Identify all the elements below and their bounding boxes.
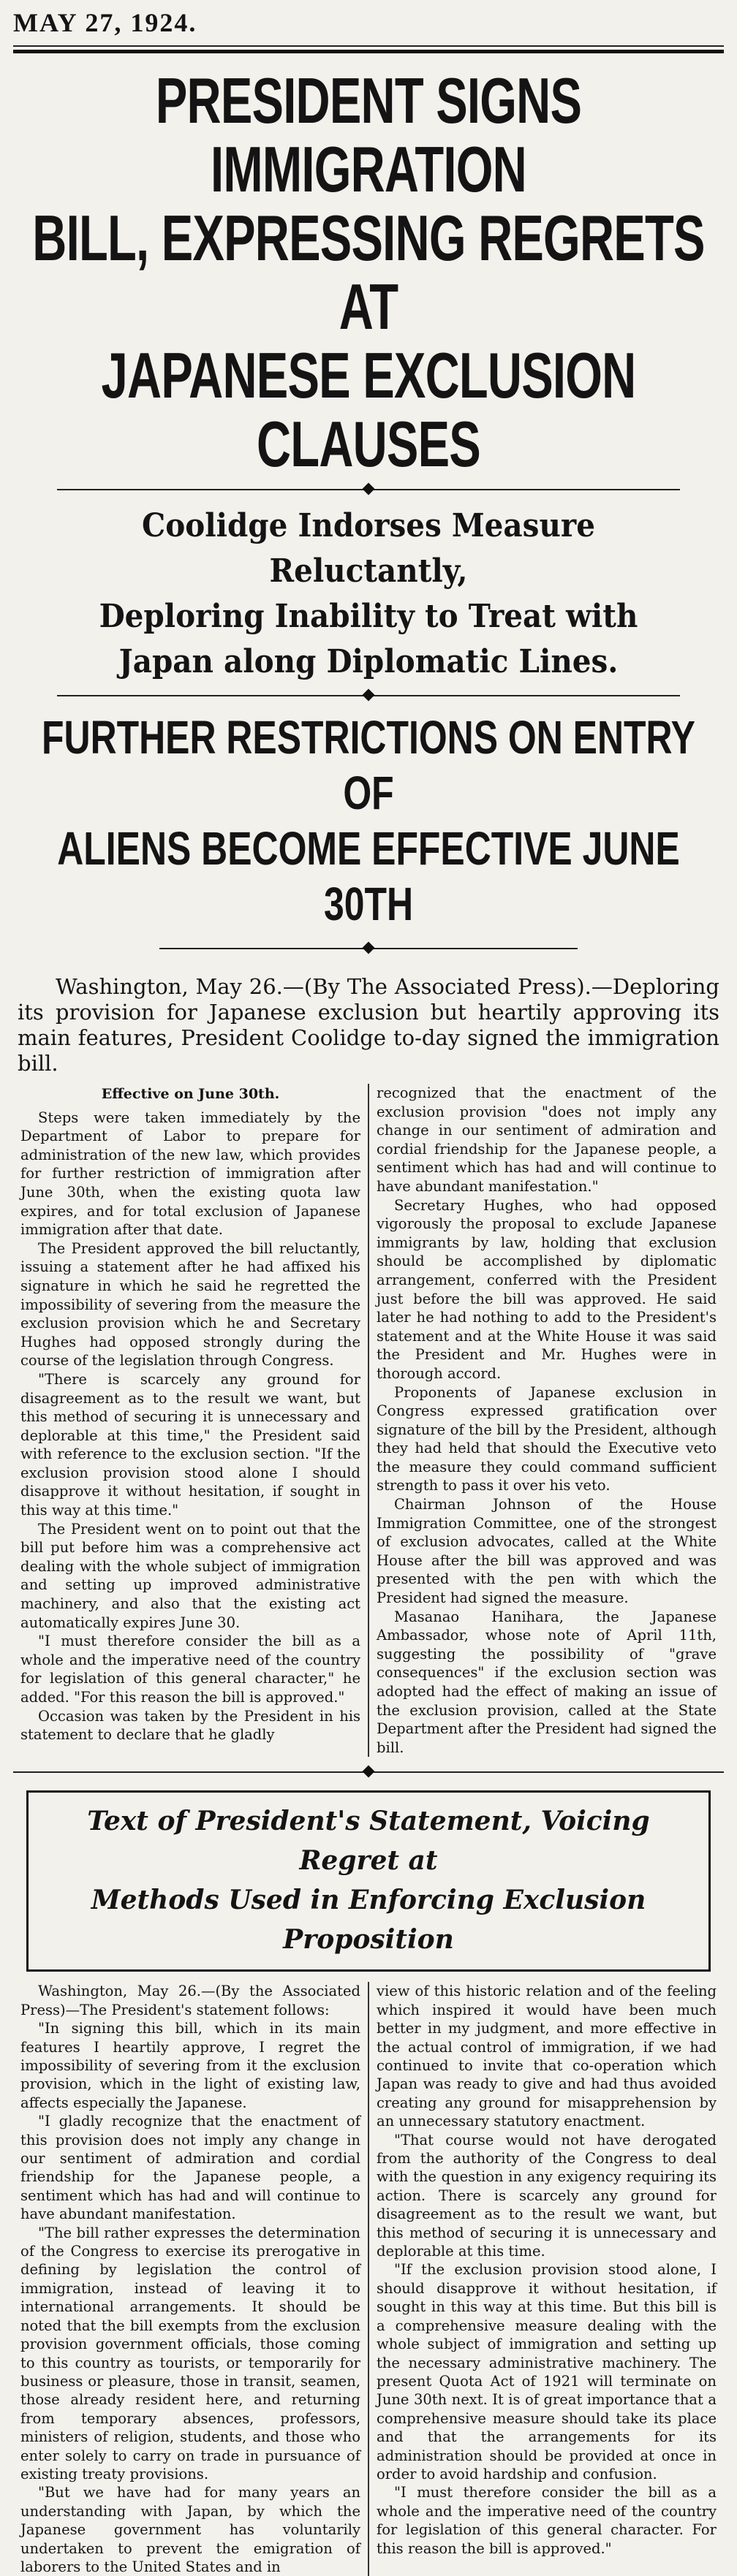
article-paragraph: Secretary Hughes, who had opposed vigorously the proposal to exclude Japanese immigrants by law, holding that exclusion should be accomplished by diplomatic arrangement, conferred with the President just before the bill was approved. He said later he had nothing to add to the President's statement and at the White House it was said the President and Mr. Hughes were in thorough accord.	[377, 1196, 717, 1382]
box-title-line: Text of President's Statement, Voicing Regret at	[87, 1806, 650, 1877]
article-paragraph: Steps were taken immediately by the Department of Labor to prepare for administration of the new law, which provides for further restriction of immigration after June 30th, when the existing quota law expires, and for total exclusion of Japanese immigration after that date.	[20, 1109, 360, 1239]
headline	[30, 64, 707, 480]
article-paragraph: Occasion was taken by the President in his statement to declare that he gladly	[20, 1707, 360, 1744]
diamond-ornament-icon	[363, 942, 375, 954]
article-paragraph: "There is scarcely any ground for disagreement as to the result we want, but this method of securing it is unnecessary and deplorable at this time," the President said with reference to the exclusion section. "If the exclusion provision stood alone I should disapprove it without hesitation, if sought in this way at this time."	[20, 1370, 360, 1519]
statement-column-left	[13, 1982, 368, 2576]
statement-paragraph: "The bill rather expresses the determination of the Congress to exercise its prerogative in defining by legislation the control of immigration, instead of leaving it to international arrangements. It should be noted that the bill exempts from the exclusion provision government officials, those coming to this country as tourists, or temporarily for business or pleasure, those in transit, seamen, those already resident here, and returning from temporary absences, professors, ministers of religion, students, and those who enter solely to carry on trade in pursuance of existing treaty provisions.	[20, 2224, 360, 2482]
section-divider	[13, 1766, 724, 1779]
section-divider	[159, 942, 578, 955]
dateline: MAY 27, 1924.	[13, 8, 197, 37]
article-paragraph: The President went on to point out that the bill put before him was a comprehensive act dealing with the whole subject of immigration and setting up improved administrative machinery, and also that the existing act automatically expires June 30.	[20, 1520, 360, 1631]
section-divider	[57, 689, 680, 702]
article-paragraph: The President approved the bill reluctantly, issuing a statement after he had affixed his signature in which he said he regretted the impossibility of severing from the measure the exclusion provision which he and Secretary Hughes had opposed strongly during the course of the legislation through Congress.	[20, 1239, 360, 1369]
article-paragraph: Masanao Hanihara, the Japanese Ambassador, whose note of April 11th, suggesting the possibility of "grave consequences" if the exclusion section was adopted had the effect of making an issue of the exclusion provision, called at the State Department after the President had signed the bill.	[377, 1608, 717, 1756]
statement-paragraph: "If the exclusion provision stood alone, I should disapprove it without hesitation, if sought in this way at this time. But this bill is a comprehensive measure dealing with the whole subject of immigration and setting up the necessary administrative machinery. The present Quota Act of 1921 will terminate on June 30th next. It is of great importance that a comprehensive measure should take its place and that the arrangements for its administration should be provided at once in order to avoid hardship and confusion.	[377, 2261, 717, 2482]
statement-paragraph: "I must therefore consider the bill as a whole and the imperative need of the country for legislation of this general character. For this reason the bill is approved."	[377, 2484, 717, 2557]
statement-paragraph: view of this historic relation and of the feeling which inspired it would have been much better in my judgment, and more effective in the actual control of immigration, if we had continued to invite that co-operation which Japan was ready to give and had thus avoided creating any ground for misapprehension by an unnecessary statutory enactment.	[377, 1983, 717, 2130]
statement-paragraph: "That course would not have derogated from the authority of the Congress to deal with the question in any exigency requiring its action. There is scarcely any ground for disagreement as to the result we want, but this method of securing it is unnecessary and deplorable at this time.	[377, 2131, 717, 2260]
article-paragraph: recognized that the enactment of the exclusion provision "does not imply any change in our sentiment of admiration and cordial friendship for the Japanese people, a sentiment which has had and will continue to have abundant manifestation."	[377, 1084, 717, 1195]
statement-columns	[13, 1982, 724, 2576]
statement-paragraph: "In signing this bill, which in its main features I heartily approve, I regret the impossibility of severing from it the exclusion provision, which in the light of existing law, affects especially the Japanese.	[20, 2020, 360, 2111]
top-rule	[13, 45, 724, 47]
subhead-line: FURTHER RESTRICTIONS ON ENTRY OF	[42, 711, 695, 819]
article-paragraph: Chairman Johnson of the House Immigration Committee, one of the strongest of exclusion advocates, called at the White House after the bill was approved and was presented with the pen with which the President had signed the measure.	[377, 1496, 717, 1607]
headline-line: PRESIDENT SIGNS IMMIGRATION	[155, 64, 582, 205]
subhead	[23, 710, 714, 932]
deck-line: Japan along Diplomatic Lines.	[118, 643, 619, 680]
article-column-left	[13, 1084, 368, 1757]
headline-line: BILL, EXPRESSING REGRETS AT	[32, 202, 705, 343]
box-title-line: Methods Used in Enforcing Exclusion Proposition	[91, 1885, 646, 1956]
article-paragraph: "I must therefore consider the bill as a whole and the imperative need of the country for legislation of this general character," he added. "For this reason the bill is approved."	[20, 1633, 360, 1706]
article-paragraph: Proponents of Japanese exclusion in Congress expressed gratification over signature of the bill by the President, although they had held that should the Executive veto the measure they could command sufficient strength to pass it over his veto.	[377, 1383, 717, 1494]
diamond-ornament-icon	[363, 1766, 375, 1778]
statement-paragraph: "But we have had for many years an understanding with Japan, by which the Japanese government has voluntarily undertaken to prevent the emigration of laborers to the United States and in	[20, 2484, 360, 2575]
lede-paragraph: Washington, May 26.—(By The Associated Press).—Deploring its provision for Japanese exclusion but heartily approving its main features, President Coolidge to-day signed the immigration bill.	[18, 974, 719, 1076]
article-column-right	[369, 1084, 724, 1757]
top-rule-thick	[13, 50, 724, 53]
diamond-ornament-icon	[363, 483, 375, 495]
statement-paragraph: "I gladly recognize that the enactment of this provision does not imply any change in our sentiment of admiration and cordial friendship for the Japanese people, a sentiment which has had and will continue to have abundant manifestation.	[20, 2113, 360, 2223]
subhead-line: ALIENS BECOME EFFECTIVE JUNE 30TH	[57, 822, 680, 930]
headline-line: JAPANESE EXCLUSION CLAUSES	[101, 339, 636, 480]
deck	[42, 504, 695, 685]
deck-line: Deploring Inability to Treat with	[99, 598, 638, 635]
deck-line: Coolidge Indorses Measure Reluctantly,	[142, 507, 595, 590]
article-columns	[13, 1084, 724, 1757]
diamond-ornament-icon	[363, 689, 375, 702]
section-divider	[57, 483, 680, 496]
article-subtitle: Effective on June 30th.	[101, 1086, 280, 1102]
statement-title-box	[26, 1790, 711, 1972]
statement-column-right	[369, 1982, 724, 2576]
statement-paragraph: Washington, May 26.—(By the Associated Press)—The President's statement follows:	[20, 1983, 360, 2018]
